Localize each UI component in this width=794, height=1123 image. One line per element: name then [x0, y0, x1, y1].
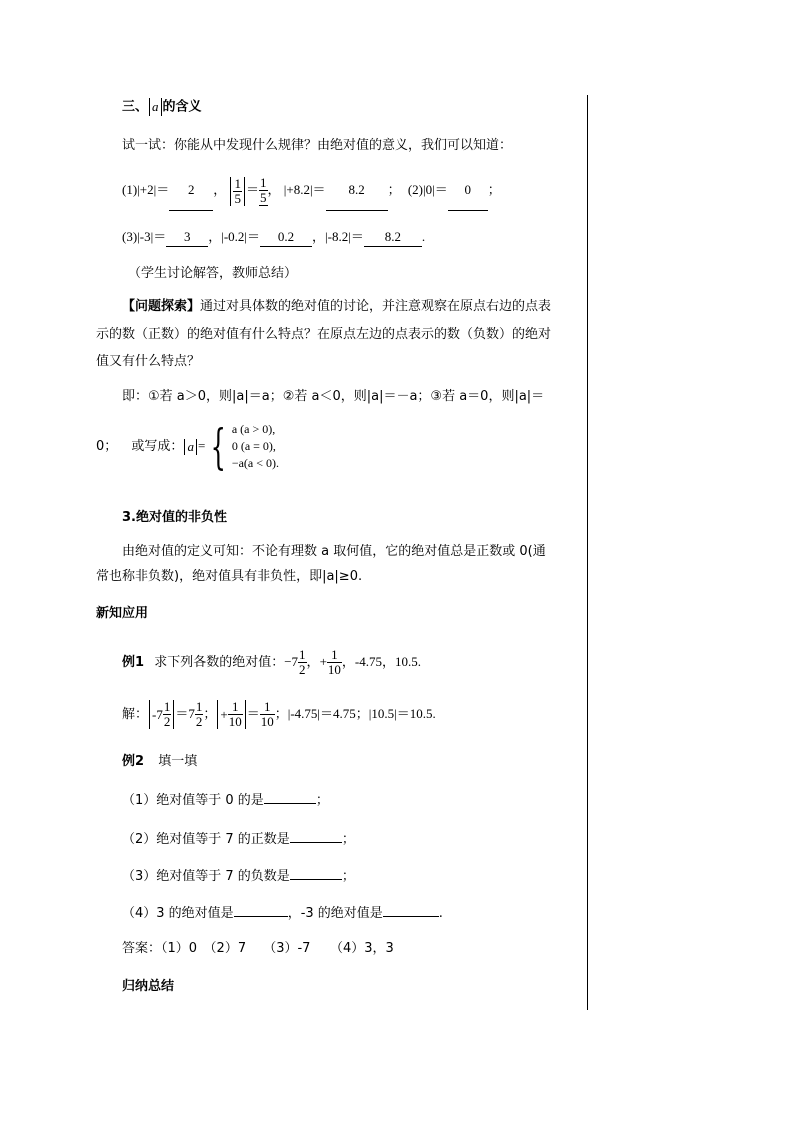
ex2-q3-blank [290, 866, 342, 880]
example-1 [122, 644, 421, 680]
new-application-heading: 新知应用 [96, 606, 149, 621]
row1-frac-den: 5 [234, 190, 241, 206]
ex1-comma: ， [306, 655, 320, 670]
row1-answer1: 2 [169, 170, 213, 211]
row1-sep2: ， [267, 182, 281, 197]
rule-piecewise: 0； 或写成： a = { a (a > 0), 0 (a = 0), −a(a < 0). [96, 418, 280, 475]
ex2-q4-end: . [438, 906, 443, 921]
ex2-question-1 [122, 790, 329, 810]
row2-label: (3) [122, 229, 138, 244]
heading-var: a [152, 99, 159, 114]
summary-heading: 归纳总结 [122, 979, 175, 994]
rule-abs [184, 439, 197, 455]
sol1-a-frac [163, 700, 172, 729]
row2-expr3: |-8.2|＝ [325, 229, 364, 244]
sol1-r-den: 2 [195, 714, 203, 729]
ex2-q2-text: （2）绝对值等于 7 的正数是 [122, 832, 290, 847]
sol1-a-whole: -7 [152, 706, 163, 722]
cases-brace: { [210, 418, 227, 475]
heading-abs [149, 98, 162, 116]
ex1-rest: ，-4.75，10.5. [341, 654, 421, 669]
example-1-text: 求下列各数的绝对值： [154, 655, 285, 670]
row1-end2: ； [487, 182, 501, 197]
sol1-b-den: 10 [228, 714, 242, 729]
sol1-rest: ；|-4.75|＝4.75；|10.5|＝10.5. [274, 706, 436, 721]
example-1-label: 例1 [122, 655, 145, 670]
sol1-r-whole: 7 [188, 706, 195, 721]
explore-line-2: 示的数（正数）的绝对值有什么特点？在原点左边的点表示的数（负数）的绝对 [96, 327, 552, 342]
explore-line-3: 值又有什么特点？ [96, 354, 201, 369]
rule-line-1: 即：①若 a＞0，则|a|＝a；②若 a＜0，则|a|＝－a；③若 a＝0，则|a|＝ [122, 389, 545, 404]
example-2-label: 例2 [122, 754, 145, 769]
ex2-question-4 [122, 903, 443, 923]
sol1-a-den: 2 [163, 714, 171, 729]
row1-eq: ＝ [245, 182, 259, 197]
ex1-n1-num: 1 [299, 647, 306, 662]
row1-expr3: |+8.2|＝ [283, 182, 326, 197]
sol1-eq2: ＝ [246, 707, 260, 722]
row1-answer2: 0 [448, 170, 488, 211]
ex1-n2-den: 10 [327, 662, 341, 677]
exercise-row-2 [122, 228, 425, 247]
rule-abs-var: a [187, 438, 194, 454]
sol1-b-frac [228, 700, 243, 729]
section-heading [122, 98, 202, 117]
ex1-n1-den: 2 [299, 662, 306, 677]
row1-expr2: |0|＝ [423, 182, 448, 197]
ex2-q1-end: ； [315, 793, 329, 808]
case-3: −a(a < 0). [231, 456, 280, 470]
explore-text-1: 通过对具体数的绝对值的讨论，并注意观察在原点右边的点表 [200, 299, 552, 314]
row2-expr2: |-0.2|＝ [221, 229, 261, 244]
sol1-abs-b [217, 700, 245, 729]
row1-sep1: ， [213, 182, 227, 197]
example-2 [122, 753, 197, 771]
row1-end1: ； [387, 182, 401, 197]
sol1-eq1: ＝ [175, 707, 189, 722]
case-1: a (a > 0), [231, 422, 276, 436]
ex2-q4-blank-2 [383, 903, 439, 917]
row2-end: . [421, 229, 426, 244]
row1-frac-num: 1 [234, 175, 241, 191]
row1-expr1: |+2|＝ [137, 182, 170, 197]
nonneg-line-1: 由绝对值的定义可知：不论有理数 a 取何值，它的绝对值总是正数或 0(通 [122, 544, 546, 559]
ex2-q1-text: （1）绝对值等于 0 的是 [122, 793, 264, 808]
ex2-q3-end: ； [341, 869, 355, 884]
solution-1 [122, 694, 436, 734]
example-2-text: 填一填 [158, 754, 198, 769]
row1-frac-answer [259, 176, 268, 206]
ex2-answer: 答案：（1）0 （2）7 （3）-7 （4）3，3 [122, 941, 394, 956]
explore-line-1 [122, 298, 551, 316]
row1-answer3: 8.2 [326, 170, 388, 211]
ex2-q1-blank [264, 790, 316, 804]
rule-zero: 0； [96, 439, 118, 454]
row1-abs-frac [230, 177, 245, 206]
ex2-q2-blank [290, 829, 342, 843]
sol1-abs-a [149, 700, 174, 729]
row2-expr1: |-3|＝ [137, 229, 167, 244]
solution-label: 解： [122, 707, 149, 722]
ex2-question-3 [122, 866, 355, 886]
row2-sep2: ， [312, 229, 326, 244]
nonneg-title: 3.绝对值的非负性 [122, 510, 227, 525]
try-it-text: 试一试：你能从中发现什么规律？由绝对值的意义，我们可以知道： [122, 138, 513, 153]
ex2-q4-text-a: （4）3 的绝对值是 [122, 906, 234, 921]
discussion-note: （学生讨论解答，教师总结） [128, 266, 298, 281]
ex1-n2-sign: + [319, 654, 327, 669]
sol1-b-sign: + [220, 706, 228, 722]
row1-label: (1) [122, 182, 138, 197]
sol1-b-num: 1 [231, 699, 239, 714]
row2-answer1: 3 [166, 228, 208, 247]
ex1-n1-whole: −7 [284, 654, 299, 669]
ex1-n2-num: 1 [331, 647, 338, 662]
row1-label2: (2) [407, 182, 423, 197]
cases [232, 421, 279, 472]
sol1-r-num: 1 [195, 699, 203, 714]
nonneg-line-2: 常也称非负数)，绝对值具有非负性，即|a|≥0. [96, 569, 363, 584]
sol1-semi: ； [203, 707, 217, 722]
sol1-rb-frac [260, 700, 275, 729]
ex2-q4-blank-1 [234, 903, 288, 917]
row2-answer2: 0.2 [260, 228, 312, 247]
sol1-rb-den: 10 [260, 714, 274, 729]
row1-ans-den: 5 [260, 190, 267, 206]
rule-or-write: 或写成： [131, 439, 184, 454]
ex2-q4-text-b: ，-3 的绝对值是 [287, 906, 383, 921]
case-2: 0 (a = 0), [231, 439, 276, 453]
sol1-rb-num: 1 [264, 699, 271, 714]
explore-tag: 【问题探索】 [122, 299, 201, 314]
sol1-a-num: 1 [163, 699, 171, 714]
row1-ans-num: 1 [260, 175, 267, 191]
margin-rule [587, 95, 588, 1010]
row2-answer3: 8.2 [364, 228, 422, 247]
ex2-question-2 [122, 829, 355, 849]
heading-prefix: 三、 [122, 99, 149, 115]
ex2-q2-end: ； [341, 832, 355, 847]
heading-suffix: 的含义 [162, 99, 202, 115]
ex1-n2-frac [327, 648, 342, 677]
row2-sep1: ， [208, 229, 222, 244]
ex1-n1-frac [298, 648, 307, 677]
exercise-row-1 [122, 170, 501, 210]
ex2-q3-text: （3）绝对值等于 7 的负数是 [122, 869, 290, 884]
